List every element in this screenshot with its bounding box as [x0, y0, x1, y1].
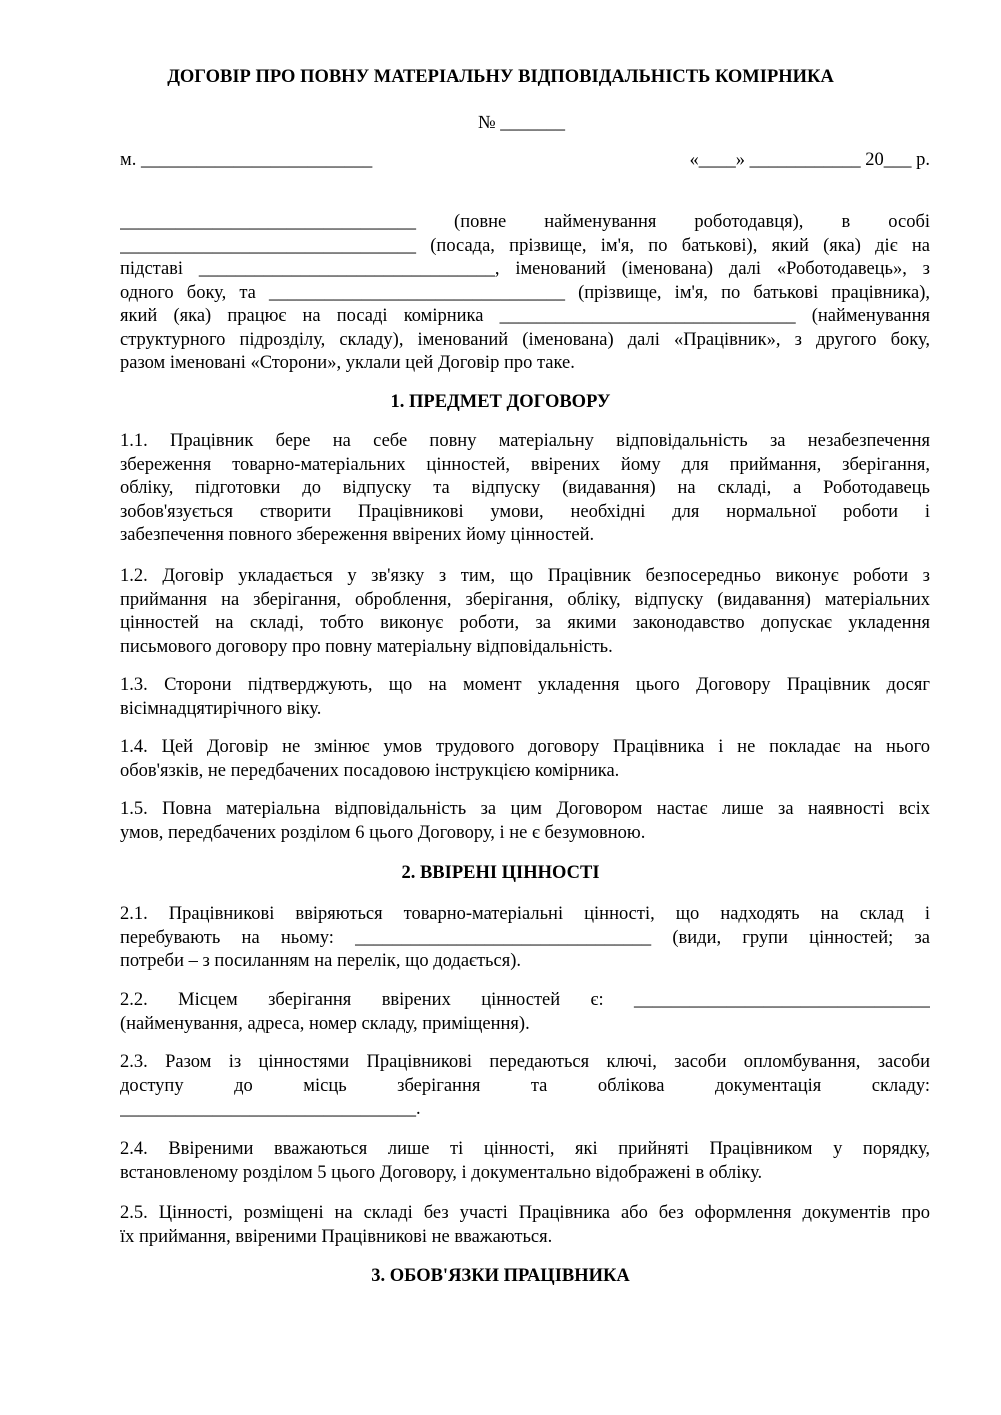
contract-number: № _______ — [478, 113, 566, 133]
text-line: умов, передбачених розділом 6 цього Договору, і не є безумовною. — [120, 822, 646, 843]
text-line: обліку, підготовки до відпуску та відпуску (видавання) на складі, а Роботодавець — [120, 478, 930, 498]
paragraph-2-1 — [120, 903, 930, 974]
text-line: 1.1. Працівник бере на себе повну матеріальну відповідальність за незабезпечення — [120, 431, 930, 451]
paragraph-2-4 — [120, 1138, 930, 1185]
paragraph-1-3 — [120, 674, 930, 721]
text-line: підставі ________________________________, іменований (іменована) далі «Роботодавець», з — [120, 259, 930, 279]
text-line: 1.2. Договір укладається у зв'язку з тим, що Працівник безпосередньо виконує роботи з — [120, 566, 930, 586]
paragraph-1-1 — [120, 430, 930, 548]
document-title: ДОГОВІР ПРО ПОВНУ МАТЕРІАЛЬНУ ВІДПОВІДАЛЬНІСТЬ КОМІРНИКА — [167, 67, 834, 87]
text-line: 2.3. Разом із цінностями Працівникові передаються ключі, засоби опломбування, засоби — [120, 1052, 930, 1072]
text-line: 2.4. Ввіреними вважаються лише ті цінності, які прийняті Працівником у порядку, — [120, 1139, 930, 1159]
text-line: ________________________________. — [120, 1099, 421, 1119]
text-line: їх приймання, ввіреними Працівникові не вважаються. — [120, 1226, 553, 1247]
text-line: який (яка) працює на посаді комірника ________________________________ (найменування — [120, 306, 930, 326]
text-line: 1.4. Цей Договір не змінює умов трудового договору Працівника і не покладає на нього — [120, 737, 930, 757]
section-heading: 1. ПРЕДМЕТ ДОГОВОРУ — [390, 392, 611, 412]
text-line: обов'язків, не передбачених посадовою інструкцією комірника. — [120, 760, 620, 781]
section-heading: 2. ВВІРЕНІ ЦІННОСТІ — [401, 863, 600, 883]
text-line: зобов'язується створити Працівникові умови, необхідні для нормальної роботи і — [120, 501, 930, 522]
text-line: 1.5. Повна матеріальна відповідальність за цим Договором настає лише за наявності всіх — [120, 799, 930, 819]
paragraph-2-2 — [120, 989, 930, 1036]
text-line: цінностей на складі, тобто виконує роботи, за якими законодавство допускає укладення — [120, 613, 930, 633]
text-line: встановленому розділом 5 цього Договору, і документально відображені в обліку. — [120, 1162, 763, 1183]
paragraph-1-2 — [120, 565, 930, 659]
text-line: разом іменовані «Сторони», уклали цей Договір про таке. — [120, 353, 575, 373]
text-line: ________________________________ (повне найменування роботодавця), в особі — [120, 212, 930, 232]
text-line: доступу до місць зберігання та облікова документація складу: — [120, 1075, 930, 1096]
text-line: одного боку, та ________________________________ (прізвище, ім'я, по батькові працівника), — [120, 282, 930, 303]
text-line: потреби – з посиланням на перелік, що додається). — [120, 951, 521, 971]
text-line: 2.1. Працівникові ввіряються товарно-матеріальні цінності, що надходять на склад і — [120, 904, 930, 924]
text-line: письмового договору про повну матеріальну відповідальність. — [120, 636, 613, 657]
text-line: збереження товарно-матеріальних цінностей, ввірених йому для приймання, зберігання, — [120, 454, 930, 475]
text-line: 2.5. Цінності, розміщені на складі без участі Працівника або без оформлення документів про — [120, 1203, 930, 1223]
paragraph-2-5 — [120, 1202, 930, 1249]
text-line: 1.3. Сторони підтверджують, що на момент укладення цього Договору Працівник досяг — [120, 675, 930, 695]
paragraph-1-4 — [120, 736, 930, 783]
paragraph-2-3 — [120, 1051, 930, 1122]
text-line: ________________________________ (посада, прізвище, ім'я, по батькові), який (яка) діє на — [120, 235, 930, 256]
date-field: «____» ____________ 20___ р. — [689, 150, 930, 170]
text-line: перебувають на ньому: ________________________________ (види, групи цінностей; за — [120, 927, 930, 948]
intro-paragraph — [120, 211, 930, 376]
text-line: вісімнадцятирічного віку. — [120, 698, 322, 719]
text-line: (найменування, адреса, номер складу, приміщення). — [120, 1013, 530, 1034]
text-line: забезпечення повного збереження ввірених йому цінностей. — [120, 525, 595, 545]
text-line: структурного підрозділу, складу), іменований (іменована) далі «Працівник», з другого боку, — [120, 329, 930, 350]
paragraph-1-5 — [120, 798, 930, 845]
section-heading: 3. ОБОВ'ЯЗКИ ПРАЦІВНИКА — [371, 1266, 630, 1286]
text-line: приймання на зберігання, оброблення, зберігання, обліку, відпуску (видавання) матеріальних — [120, 589, 930, 610]
city-field: м. _________________________ — [120, 150, 373, 170]
text-line: 2.2. Місцем зберігання ввірених цінностей є: ________________________________ — [120, 990, 930, 1010]
